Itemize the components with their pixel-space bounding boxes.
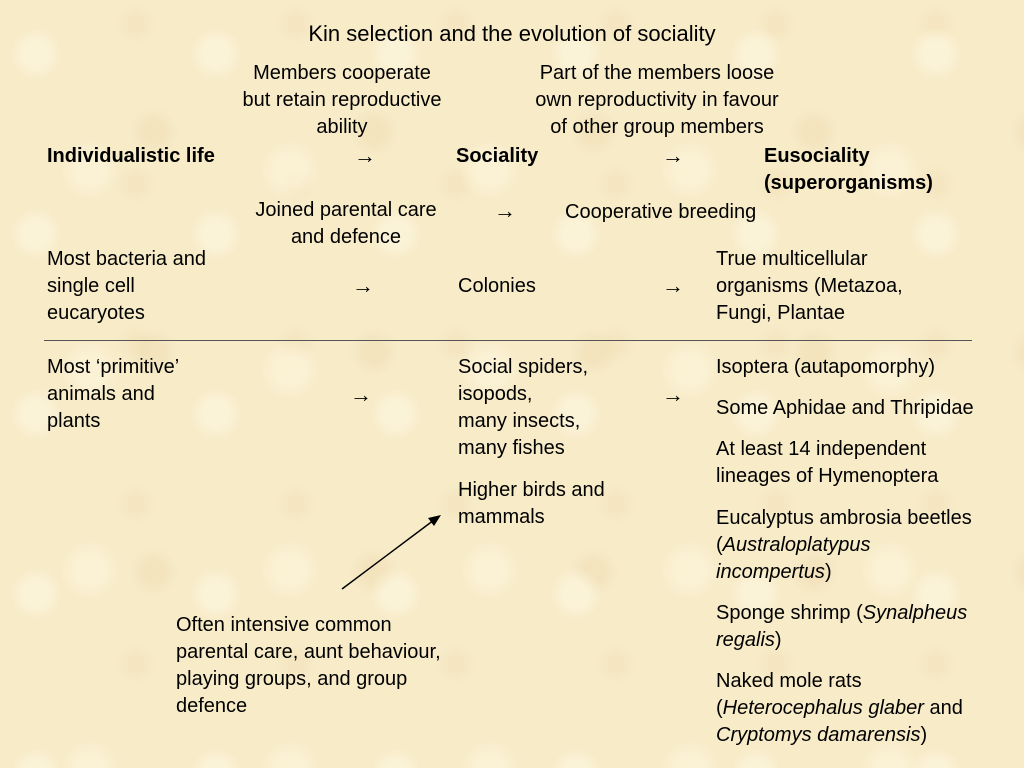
- example-hymenoptera-line: At least 14 independent: [716, 438, 927, 460]
- bottom-note-line: Often intensive common: [176, 614, 392, 636]
- social-animals-line: Social spiders,: [458, 356, 589, 378]
- most-bacteria-line: Most bacteria and: [47, 248, 206, 270]
- example-hymenoptera-line: lineages of Hymenoptera: [716, 465, 939, 487]
- joined-parental-care-line: and defence: [290, 226, 402, 248]
- bottom-note-line: defence: [176, 695, 248, 717]
- note-cooperate-line: ability: [316, 116, 368, 138]
- note-reproductivity-line: Part of the members loose: [539, 62, 775, 84]
- birds-mammals-line: Higher birds and: [458, 479, 605, 501]
- bottom-note-line: playing groups, and group: [176, 668, 408, 690]
- birds-mammals-line: mammals: [458, 506, 545, 528]
- most-bacteria-line: eucaryotes: [47, 302, 145, 324]
- level-sociality: Sociality: [456, 145, 539, 167]
- example-shrimp-prefix: Sponge shrimp (: [716, 602, 863, 624]
- true-multicellular-line: organisms (Metazoa,: [716, 275, 903, 297]
- note-reproductivity-line: of other group members: [550, 116, 764, 138]
- note-reproductivity-line: own reproductivity in favour: [535, 89, 779, 111]
- example-shrimp-paren: ): [774, 629, 782, 651]
- level-eusociality-line: (superorganisms): [764, 172, 933, 194]
- example-beetles-paren: (: [716, 534, 723, 556]
- social-animals-line: many insects,: [458, 410, 581, 432]
- bottom-note-line: parental care, aunt behaviour,: [176, 641, 441, 663]
- example-isoptera: Isoptera (autapomorphy): [716, 356, 936, 378]
- arrow-right-icon: →: [494, 198, 516, 223]
- colonies: Colonies: [458, 275, 536, 297]
- most-bacteria-line: single cell: [47, 275, 135, 297]
- example-mole-rats-paren: (: [716, 697, 723, 719]
- note-cooperate-line: Members cooperate: [253, 62, 431, 84]
- example-mole-rats-and: and: [923, 697, 963, 719]
- true-multicellular-line: True multicellular: [716, 248, 868, 270]
- primitive-animals-line: animals and: [47, 383, 155, 405]
- note-cooperate-line: but retain reproductive: [242, 89, 442, 111]
- example-mole-rats-line: Naked mole rats: [716, 670, 862, 692]
- true-multicellular-line: Fungi, Plantae: [716, 302, 845, 324]
- joined-parental-care-line: Joined parental care: [255, 199, 437, 221]
- example-mole-rats-species1: Heterocephalus glaber: [722, 697, 924, 719]
- page-title: Kin selection and the evolution of sociality: [308, 21, 716, 46]
- example-mole-rats-species2: Cryptomys damarensis: [716, 724, 921, 746]
- example-beetles-genus: Australoplatypus: [722, 534, 871, 556]
- primitive-animals-line: Most ‘primitive’: [47, 356, 180, 378]
- primitive-animals-line: plants: [47, 410, 101, 432]
- example-beetles-paren: ): [824, 561, 832, 583]
- example-shrimp-species: regalis: [716, 629, 775, 651]
- example-beetles-line: Eucalyptus ambrosia beetles: [716, 507, 972, 529]
- arrow-right-icon: →: [350, 382, 372, 407]
- arrow-right-icon: →: [662, 273, 684, 298]
- level-individualistic: Individualistic life: [47, 145, 215, 167]
- arrow-right-icon: →: [352, 273, 374, 298]
- example-shrimp-genus: Synalpheus: [862, 602, 968, 624]
- level-eusociality-line: Eusociality: [764, 145, 870, 167]
- social-animals-line: many fishes: [458, 437, 565, 459]
- arrow-right-icon: →: [662, 382, 684, 407]
- example-aphidae: Some Aphidae and Thripidae: [716, 397, 974, 419]
- social-animals-line: isopods,: [458, 383, 533, 405]
- arrow-right-icon: →: [354, 143, 376, 168]
- cooperative-breeding: Cooperative breeding: [565, 201, 757, 223]
- example-mole-rats-paren: ): [920, 724, 928, 746]
- example-beetles-species: incompertus: [716, 561, 825, 583]
- arrow-right-icon: →: [662, 143, 684, 168]
